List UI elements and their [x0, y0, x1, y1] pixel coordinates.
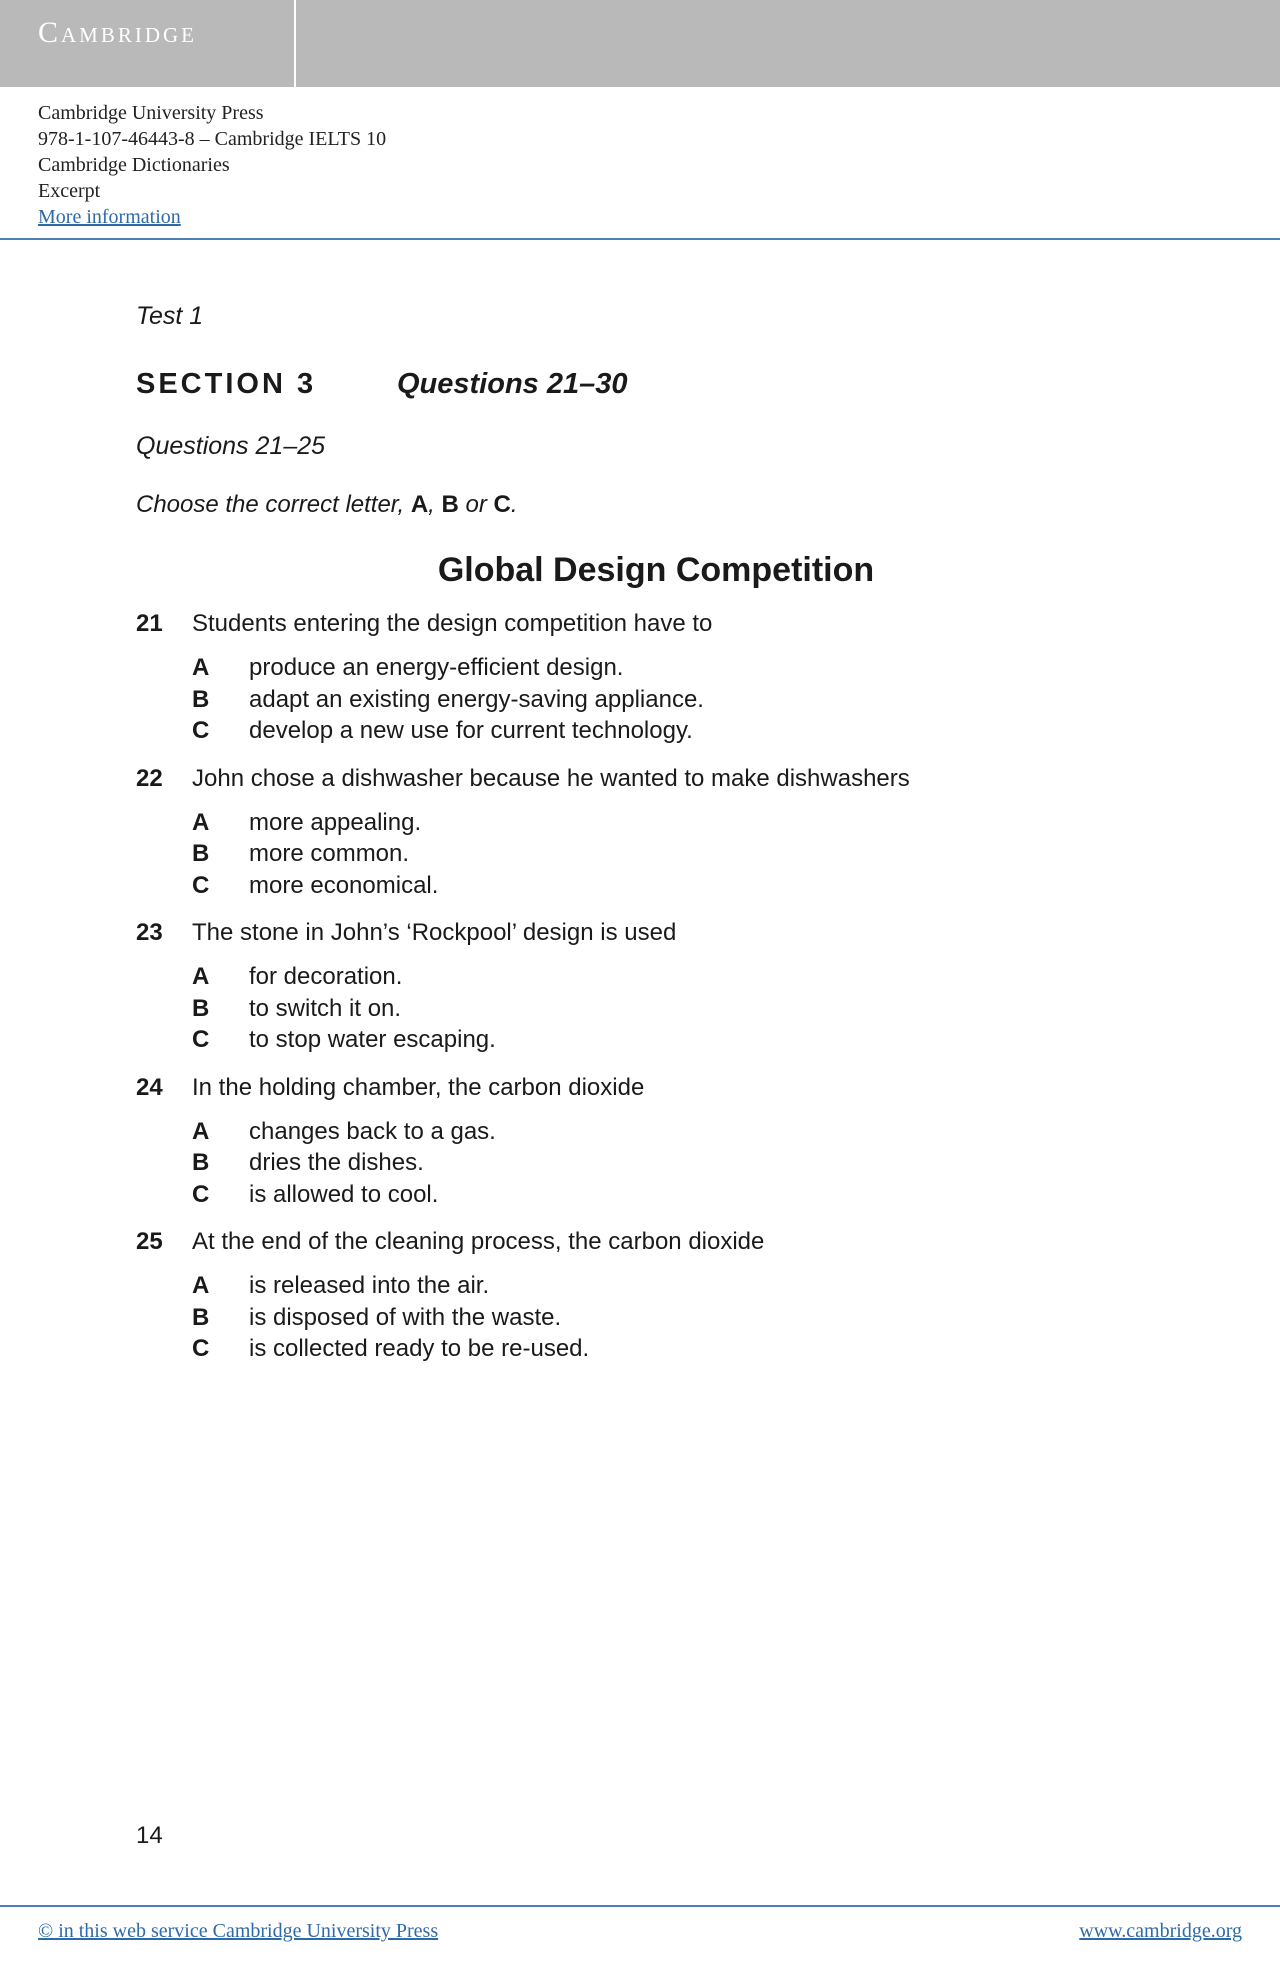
option-a	[136, 1270, 1146, 1302]
question-stem	[136, 608, 1146, 640]
test-label: Test 1	[136, 302, 204, 330]
section-title: SECTION 3	[136, 368, 317, 400]
question-stem	[136, 1072, 1146, 1104]
option-text: produce an energy-efficient design.	[249, 654, 624, 681]
option-b	[136, 838, 1146, 870]
question-22	[136, 763, 1146, 902]
section-questions: Questions 21–30	[397, 368, 628, 400]
option-letter: B	[192, 1303, 210, 1331]
option-b	[136, 684, 1146, 716]
option-a	[136, 1116, 1146, 1148]
question-text: The stone in John’s ‘Rockpool’ design is used	[192, 919, 677, 946]
option-letter: C	[192, 1335, 210, 1362]
option-a	[136, 807, 1146, 839]
option-letter: B	[192, 840, 210, 867]
option-text: is disposed of with the waste.	[249, 1303, 562, 1331]
section-heading	[136, 368, 1146, 404]
option-text: is released into the air.	[249, 1272, 490, 1299]
question-number: 23	[136, 919, 163, 946]
option-letter: C	[192, 1180, 210, 1208]
instruction: Choose the correct letter, A, B or C.	[136, 491, 518, 518]
question-number: 24	[136, 1073, 163, 1101]
option-letter: C	[192, 871, 210, 899]
option-letter: C	[192, 1026, 210, 1053]
option-text: to stop water escaping.	[249, 1026, 496, 1053]
option-a	[136, 652, 1146, 684]
option-text: dries the dishes.	[249, 1149, 424, 1176]
question-25	[136, 1226, 1146, 1365]
option-a	[136, 961, 1146, 993]
questions-subhead: Questions 21–25	[136, 432, 326, 460]
option-b	[136, 1302, 1146, 1334]
option-c	[136, 1333, 1146, 1365]
option-list	[136, 807, 1146, 902]
option-text: changes back to a gas.	[249, 1117, 496, 1145]
question-stem	[136, 917, 1146, 949]
option-b	[136, 1147, 1146, 1179]
brand-box	[0, 0, 296, 87]
copyright-link[interactable]: © in this web service Cambridge University Press	[38, 1920, 439, 1942]
website-link[interactable]: www.cambridge.org	[1079, 1920, 1242, 1942]
option-letter: C	[192, 717, 210, 744]
option-text: more economical.	[249, 871, 439, 899]
option-c	[136, 1179, 1146, 1211]
option-text: is allowed to cool.	[249, 1180, 439, 1208]
question-number: 22	[136, 764, 163, 792]
option-list	[136, 1116, 1146, 1211]
option-letter: A	[192, 654, 210, 681]
option-text: to switch it on.	[249, 994, 402, 1022]
more-information-link[interactable]: More information	[38, 206, 181, 228]
document-title: Global Design Competition	[437, 551, 875, 589]
option-letter: B	[192, 685, 210, 713]
option-text: more common.	[249, 840, 410, 867]
question-text: In the holding chamber, the carbon dioxide	[192, 1073, 645, 1101]
header-divider	[0, 238, 1280, 240]
question-24	[136, 1072, 1146, 1211]
question-text: At the end of the cleaning process, the carbon dioxide	[192, 1228, 765, 1255]
brand-header	[0, 0, 1280, 87]
footer-divider	[0, 1905, 1280, 1907]
option-c	[136, 715, 1146, 747]
question-number: 21	[136, 610, 163, 637]
option-letter: A	[192, 808, 210, 836]
isbn-title: 978-1-107-46443-8 – Cambridge IELTS 10	[38, 128, 387, 150]
question-text: Students entering the design competition have to	[192, 610, 713, 637]
publisher: Cambridge University Press	[38, 102, 264, 124]
option-text: more appealing.	[249, 808, 422, 836]
option-list	[136, 652, 1146, 747]
option-letter: B	[192, 994, 210, 1022]
question-23	[136, 917, 1146, 1056]
question-21	[136, 608, 1146, 747]
option-text: for decoration.	[249, 963, 403, 990]
page-number: 14	[136, 1822, 163, 1849]
cambridge-logo: Cambridge	[38, 16, 198, 49]
author: Cambridge Dictionaries	[38, 154, 230, 176]
option-text: is collected ready to be re-used.	[249, 1335, 590, 1362]
book-meta	[38, 100, 386, 230]
option-b	[136, 993, 1146, 1025]
option-letter: A	[192, 1272, 210, 1299]
option-letter: A	[192, 963, 210, 990]
option-text: develop a new use for current technology.	[249, 717, 693, 744]
option-list	[136, 1270, 1146, 1365]
question-number: 25	[136, 1228, 163, 1255]
option-list	[136, 961, 1146, 1056]
option-text: adapt an existing energy-saving appliance.	[249, 685, 704, 713]
option-letter: A	[192, 1117, 210, 1145]
option-letter: B	[192, 1149, 210, 1176]
page-content	[136, 300, 1146, 1365]
option-c	[136, 870, 1146, 902]
question-stem	[136, 1226, 1146, 1258]
excerpt-label: Excerpt	[38, 180, 101, 202]
option-c	[136, 1024, 1146, 1056]
question-text: John chose a dishwasher because he wanted to make dishwashers	[192, 764, 910, 792]
question-stem	[136, 763, 1146, 795]
